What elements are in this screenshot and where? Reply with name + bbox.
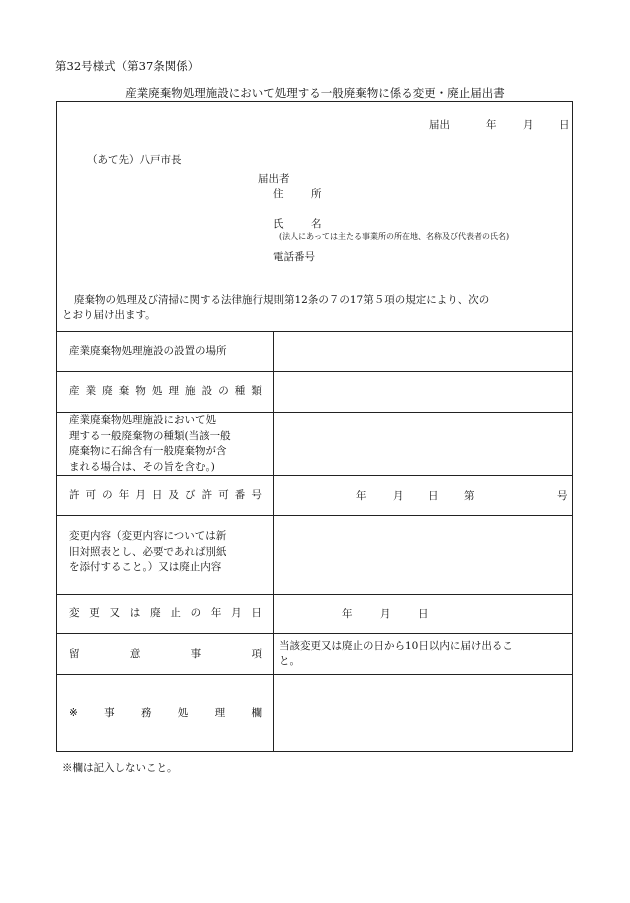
change-date-label: 変 更 又 は 廃 止 の 年 月 日: [69, 607, 262, 619]
date-filed-label: 届出: [429, 119, 450, 131]
addressee: （あて先）八戸市長: [87, 154, 182, 166]
date-year-label: 年: [486, 119, 497, 131]
footnote: ※欄は記入しないこと。: [62, 762, 178, 774]
permit-date-number-label: 許 可 の 年 月 日 及 び 許 可 番 号: [69, 489, 262, 501]
notes-label: 留 意 事 項: [69, 648, 262, 660]
change-month: 月: [380, 608, 391, 620]
form-number: 第32号様式（第37条関係）: [55, 59, 200, 73]
office-use-field: [274, 675, 572, 751]
row-divider: [57, 475, 572, 476]
permit-day: 日: [428, 490, 439, 502]
address-label-1: 住: [273, 188, 284, 200]
row-divider: [57, 594, 572, 595]
waste-type-label: 産業廃棄物処理施設において処 理する一般廃棄物の種類(当該一般 廃棄物に石綿含有一般廃棄物が含 まれる場合は、その旨を含む。): [69, 414, 231, 473]
phone-label: 電話番号: [273, 251, 315, 263]
name-label-2: 名: [311, 218, 322, 230]
name-label-1: 氏: [273, 218, 284, 230]
change-year: 年: [342, 608, 353, 620]
notes-value: 当該変更又は廃止の日から10日以内に届け出るこ と。: [279, 640, 513, 667]
statement-line-2: とおり届け出ます。: [62, 309, 156, 321]
row-divider: [57, 633, 572, 634]
date-month-label: 月: [523, 119, 534, 131]
change-content-label: 変更内容（変更内容については新 旧対照表とし、必要であれば別紙 を添付すること。）又は廃止内容: [69, 530, 227, 573]
document-title: 産業廃棄物処理施設において処理する一般廃棄物に係る変更・廃止届出書: [125, 86, 505, 100]
form-table: [56, 101, 573, 752]
facility-location-label: 産業廃棄物処理施設の設置の場所: [69, 345, 227, 357]
facility-location-field[interactable]: [274, 332, 572, 370]
address-label-2: 所: [311, 188, 322, 200]
permit-month: 月: [393, 490, 404, 502]
facility-type-label: 産 業 廃 棄 物 処 理 施 設 の 種 類: [69, 385, 262, 397]
name-note: (法人にあっては主たる事業所の所在地、名称及び代表者の氏名): [279, 232, 510, 241]
change-content-field[interactable]: [274, 516, 572, 593]
waste-type-field[interactable]: [274, 413, 572, 474]
date-day-label: 日: [559, 119, 570, 131]
office-use-label: ※ 事 務 処 理 欄: [69, 707, 262, 719]
change-day: 日: [418, 608, 429, 620]
permit-dai: 第: [464, 490, 475, 502]
facility-type-field[interactable]: [274, 372, 572, 411]
applicant-label: 届出者: [258, 173, 290, 185]
permit-go: 号: [557, 490, 568, 502]
permit-year: 年: [356, 490, 367, 502]
statement-line-1: 廃棄物の処理及び清掃に関する法律施行規則第12条の７の17第５項の規定により、次の: [74, 294, 490, 306]
